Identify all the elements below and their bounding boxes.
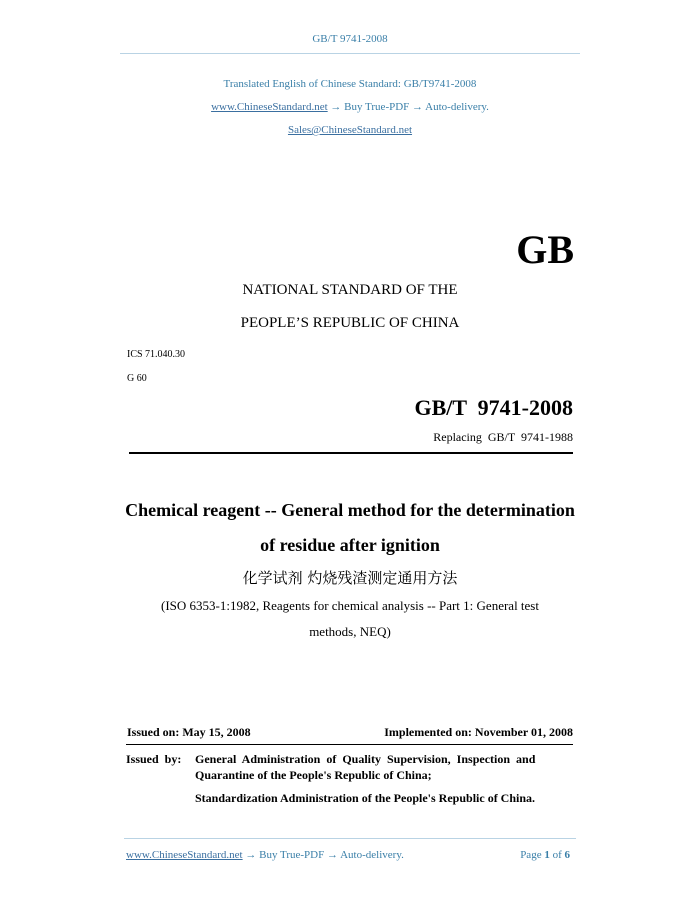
dates-divider (126, 744, 573, 745)
issuer-org2: Standardization Administration of the People's Republic of China. (195, 791, 536, 805)
standard-number: GB/T 9741-2008 (414, 395, 573, 420)
issuer-org1-line2: Quarantine of the People's Republic of China; (195, 768, 432, 782)
issued-date: Issued on: May 15, 2008 (127, 725, 251, 739)
implemented-date: Implemented on: November 01, 2008 (384, 725, 573, 739)
chinese-title: 化学试剂 灼烧残渣测定通用方法 (242, 569, 458, 587)
ics-code: ICS 71.040.30 (127, 349, 186, 360)
banner-email-row (0, 124, 700, 136)
title-divider (129, 452, 573, 454)
iso-reference-line1: (ISO 6353-1:1982, Reagents for chemical analysis -- Part 1: General test (161, 598, 539, 613)
national-standard-line2: PEOPLE’S REPUBLIC OF CHINA (240, 315, 460, 331)
footer-links (126, 849, 404, 861)
gb-mark: GB (516, 227, 574, 272)
national-standard-line1: NATIONAL STANDARD OF THE (242, 282, 458, 298)
page-indicator (520, 849, 570, 861)
footer-divider (124, 838, 576, 839)
issuer-org1-line1: General Administration of Quality Supervision, Inspection and (195, 752, 536, 766)
page-current: 1 (544, 849, 550, 861)
buy-text: → Buy True-PDF → Auto-delivery. (330, 101, 489, 113)
page-of: of (552, 849, 562, 861)
page-word: Page (520, 849, 542, 861)
running-header: GB/T 9741-2008 (312, 33, 388, 45)
page-total: 6 (564, 849, 570, 861)
banner-line: Translated English of Chinese Standard: GB/T9741-2008 (223, 78, 477, 90)
document-title-line1: Chemical reagent -- General method for the determination (125, 500, 575, 520)
document-title-line2: of residue after ignition (260, 535, 440, 555)
issued-by-label: Issued by: (126, 752, 182, 766)
site-link[interactable]: www.ChineseStandard.net (211, 101, 328, 113)
banner-links (0, 101, 700, 113)
replacing-note: Replacing GB/T 9741-1988 (433, 430, 573, 444)
footer-buy-text: → Buy True-PDF → Auto-delivery. (245, 849, 404, 861)
classification-code: G 60 (127, 373, 147, 384)
header-divider (120, 53, 580, 54)
iso-reference-line2: methods, NEQ) (309, 624, 391, 639)
email-link[interactable]: Sales@ChineseStandard.net (287, 124, 413, 136)
footer-site-link[interactable]: www.ChineseStandard.net (126, 849, 243, 861)
